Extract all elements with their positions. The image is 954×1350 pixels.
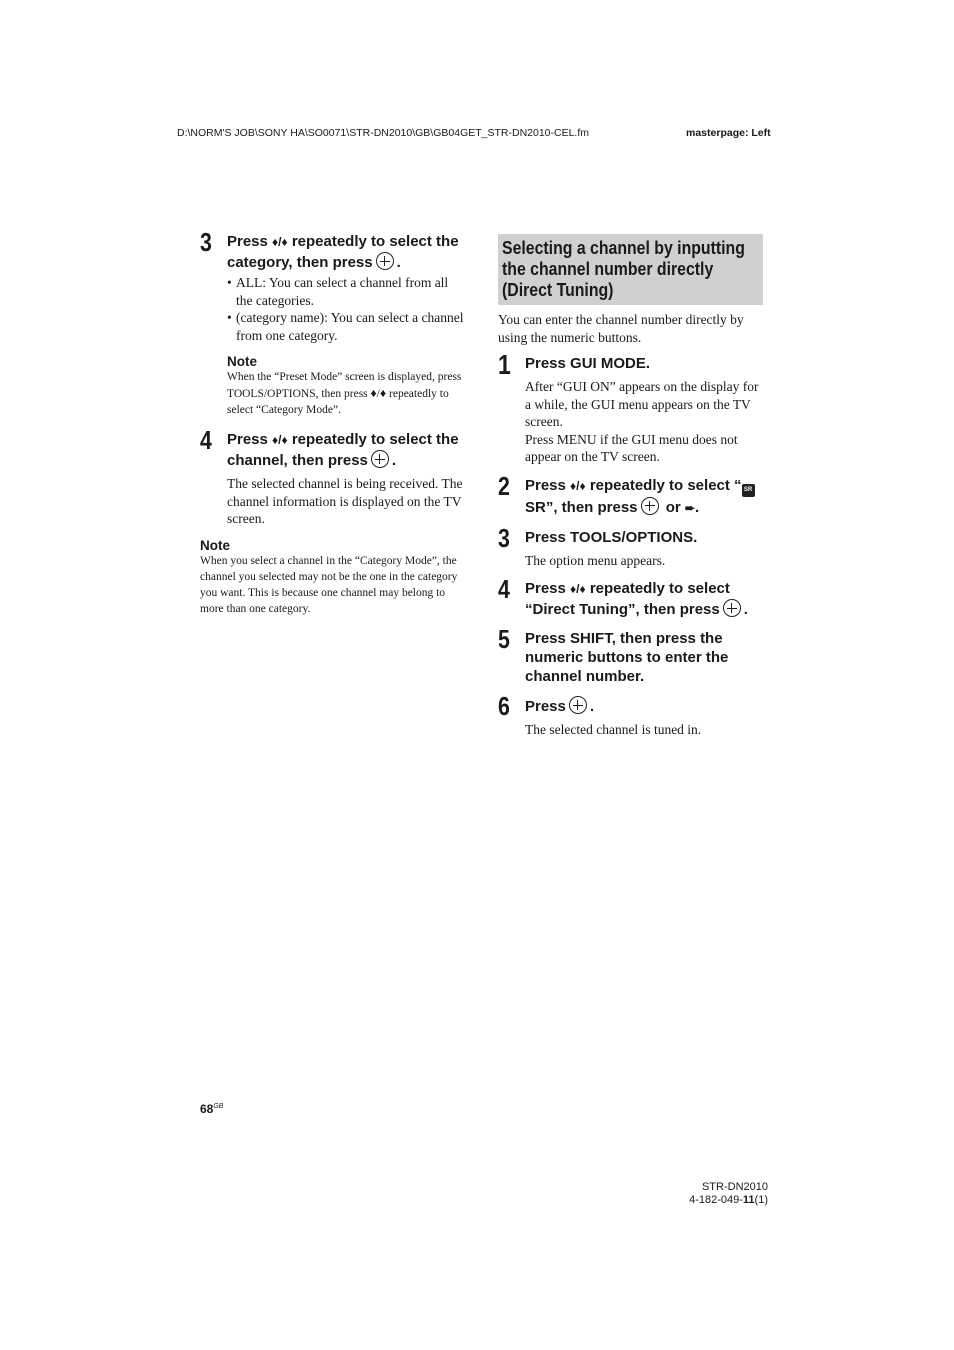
step-title: Press SHIFT, then press the numeric buttons to enter the channel number.	[525, 630, 729, 685]
note-heading: Note	[227, 354, 257, 369]
bullet-list	[227, 274, 468, 344]
step-6-press-enter	[498, 691, 766, 739]
step-title: Press GUI MODE.	[525, 355, 651, 372]
step-title-text: Press	[227, 431, 268, 448]
step-number: 5	[498, 624, 510, 654]
step-title: Press ♦/♦ repeatedly to select the category, then press .	[227, 233, 459, 271]
note-text-part: When the “Preset Mode” screen is displayed, press TOOLS/OPTIONS, then press	[227, 371, 462, 400]
enter-button-icon	[723, 599, 741, 617]
step-number: 3	[498, 522, 510, 553]
step-3-category	[200, 227, 468, 418]
footer-code-part: 4-182-049-	[689, 1194, 743, 1206]
bullet-item: • (category name): You can select a channel from one category.	[227, 309, 468, 344]
note-heading: Note	[200, 537, 230, 553]
step-3-tools-options	[498, 522, 766, 570]
step-number: 4	[498, 574, 510, 604]
section-title: Selecting a channel by inputting the channel number directly (Direct Tuning)	[502, 238, 745, 300]
step-title-text: SR”, then press	[525, 498, 638, 516]
step-number: 1	[498, 349, 511, 380]
page-number-suffix: GB	[213, 1103, 224, 1110]
up-down-arrow-icon: ♦/♦	[370, 386, 387, 400]
step-title-text: Press	[525, 698, 566, 715]
step-title: Press TOOLS/OPTIONS.	[525, 528, 698, 546]
step-4-direct-tuning	[498, 574, 766, 619]
footer-code-part: (1)	[754, 1194, 768, 1206]
enter-button-icon	[371, 450, 389, 468]
enter-button-icon	[569, 696, 587, 714]
section-intro: You can enter the channel number directly by using the numeric buttons.	[498, 312, 744, 345]
step-title-text: or	[665, 498, 681, 516]
right-column	[498, 234, 766, 749]
step-1-gui-mode	[498, 349, 766, 466]
step-body: The selected channel is tuned in.	[525, 722, 702, 737]
right-arrow-icon: ➨	[684, 500, 695, 515]
step-title-text: repeatedly to select “	[589, 476, 742, 494]
step-number: 3	[200, 227, 212, 257]
up-down-arrow-icon: ♦/♦	[570, 478, 586, 493]
note-block	[200, 538, 468, 617]
step-title: Press .	[525, 698, 595, 715]
note-text-part: repeatedly to select “Category Mode”.	[227, 388, 449, 416]
step-number: 2	[498, 470, 510, 501]
section-heading-box	[498, 234, 763, 305]
step-title-text: Press	[227, 233, 268, 250]
step-4-channel	[200, 425, 468, 528]
footer-code-bold: 11	[742, 1194, 755, 1206]
up-down-arrow-icon: ♦/♦	[272, 433, 288, 447]
step-body: The option menu appears.	[525, 552, 666, 568]
step-number: 6	[498, 691, 510, 721]
step-5-shift-numeric	[498, 624, 766, 686]
page-number	[200, 1102, 223, 1116]
up-down-arrow-icon: ♦/♦	[272, 235, 288, 249]
footer-model-info	[686, 1181, 768, 1207]
enter-button-icon	[376, 252, 394, 270]
step-title-text: Press	[525, 580, 566, 597]
step-body: Press MENU if the GUI menu does not appear on the TV screen.	[525, 431, 738, 464]
footer-model: STR-DN2010	[701, 1181, 768, 1193]
sr-icon: SR	[742, 484, 755, 497]
up-down-arrow-icon: ♦/♦	[570, 582, 586, 596]
step-2-select-sr	[498, 470, 766, 518]
step-number: 4	[200, 425, 212, 455]
step-body: After “GUI ON” appears on the display for a while, the GUI menu appears on the TV screen.	[525, 379, 759, 429]
step-title-text: Press	[525, 476, 566, 494]
step-title-text: repeatedly to select “Direct Tuning”, then press	[525, 580, 730, 618]
header-file-path: D:\NORM'S JOB\SONY HA\SO0071\STR-DN2010\GB\GB04GET_STR-DN2010-CEL.fm	[177, 127, 590, 139]
step-title: Press ♦/♦ repeatedly to select “ SRSR”, then press or ➨.	[525, 476, 766, 518]
step-body: The selected channel is being received. The channel information is displayed on the TV screen.	[227, 476, 463, 526]
header-masterpage: masterpage: Left	[686, 127, 771, 139]
step-title-text: repeatedly to select the category, then press	[227, 233, 459, 271]
footer-code	[686, 1194, 768, 1207]
note-text	[227, 369, 468, 418]
step-title-text: repeatedly to select the channel, then press	[227, 431, 459, 469]
enter-button-icon	[641, 497, 659, 515]
page-number-value: 68	[200, 1102, 214, 1116]
step-title: Press ♦/♦ repeatedly to select “Direct Tuning”, then press .	[525, 580, 748, 618]
bullet-item: • ALL: You can select a channel from all the categories.	[227, 274, 468, 309]
note-text: When you select a channel in the “Category Mode”, the channel you selected may not be the one in the category you want. This is because one channel may belong to more than one category.	[200, 554, 458, 615]
left-column	[200, 227, 468, 617]
step-title: Press ♦/♦ repeatedly to select the channel, then press .	[227, 431, 459, 469]
